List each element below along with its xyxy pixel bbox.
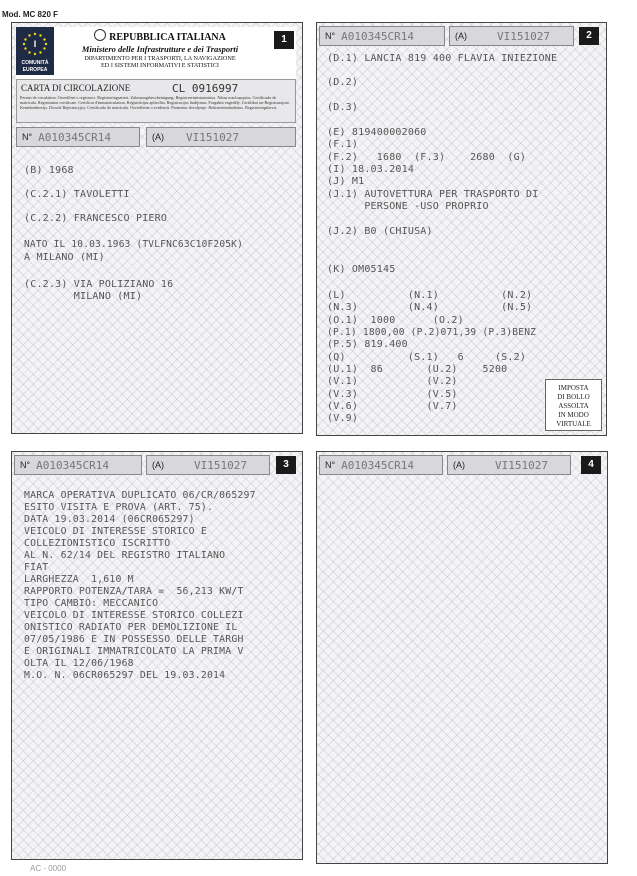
annotation-line-15: OLTA IL 12/06/1968 xyxy=(24,658,134,669)
n-field xyxy=(14,455,142,475)
field-j2: (J.2) B0 (CHIUSA) xyxy=(327,226,433,237)
annotation-line-10: TIPO CAMBIO: MECCANICO xyxy=(24,598,159,609)
panel-2 xyxy=(316,22,607,436)
field-j1-cont: PERSONE -USO PROPRIO xyxy=(327,201,489,212)
annotation-line-4: VEICOLO DI INTERESSE STORICO E xyxy=(24,526,207,537)
department-line-1: DIPARTIMENTO PER I TRASPORTI, LA NAVIGAZIONE xyxy=(84,55,236,62)
field-d1: (D.1) LANCIA 819 400 FLAVIA INIEZIONE xyxy=(327,53,558,64)
field-i: (I) 18.03.2014 xyxy=(327,164,415,175)
multilingual-fine-print: Permis de circulation. Osvedčení o registraci. Registreringsattest. Zulassungsbescheinigung. Registreerimistunnistus. Άδεια κυκλοφορίας. Certificado de matrícula. Registration certificate. Certificat d'immatriculation. Reģistrācijas apliecība. Registracijos liudijimas. Forgalmi engedély. Certifikat tar-Registrazzjoni. Kentekenbewijs. Dowód Rejestracyjny. Certificado de matrícula. Osvedčenie o evidencii. Prometno dovoljenje. Rekisteröintitodistus. Registreringsbevis. xyxy=(20,95,290,111)
doc-type: CARTA DI CIRCOLAZIONE xyxy=(21,83,131,93)
field-l-n: (L) (N.1) (N.2) xyxy=(327,290,533,301)
annotation-line-14: E ORIGINALI IMMATRICOLATO LA PRIMA V xyxy=(24,646,244,657)
field-c22: (C.2.2) FRANCESCO PIERO xyxy=(24,213,168,224)
republic-title xyxy=(60,29,260,43)
tax-stamp xyxy=(545,379,602,431)
annotation-line-5: COLLEZIONISTICO ISCRITTO xyxy=(24,538,171,549)
panel-4 xyxy=(316,451,608,864)
field-n3-n5: (N.3) (N.4) (N.5) xyxy=(327,302,533,313)
field-v9: (V.9) xyxy=(327,413,359,424)
footer-code: AC - 0000 xyxy=(30,864,67,873)
field-city: MILANO (MI) xyxy=(24,291,143,302)
field-v3-v5: (V.3) (V.5) xyxy=(327,389,458,400)
field-c23: (C.2.3) VIA POLIZIANO 16 xyxy=(24,279,174,290)
field-d2: (D.2) xyxy=(327,77,359,88)
annotation-line-2: ESITO VISITA E PROVA (ART. 75). xyxy=(24,502,214,513)
a-field xyxy=(146,127,296,147)
annotation-line-1: MARCA OPERATIVA DUPLICATO 06/CR/065297 xyxy=(24,490,256,501)
field-u: (U.1) 86 (U.2) 5200 xyxy=(327,364,508,375)
a-value: VI151027 xyxy=(497,29,550,43)
annotation-line-11: VEICOLO DI INTERESSE STORICO COLLEZI xyxy=(24,610,244,621)
model-code: Mod. MC 820 F xyxy=(2,10,59,19)
stamp-line-1: IMPOSTA xyxy=(558,384,589,392)
field-p: (P.1) 1800,00 (P.2)071,39 (P.3)BENZ xyxy=(327,327,537,338)
annotation-line-13: 07/05/1986 E IN POSSESSO DELLE TARGH xyxy=(24,634,244,645)
a-field xyxy=(447,455,571,475)
doc-number: CL 0916997 xyxy=(172,82,239,95)
republic-emblem-icon xyxy=(94,29,106,41)
a-field xyxy=(146,455,270,475)
field-o: (O.1) 1000 (O.2) xyxy=(327,315,464,326)
annotation-line-9: RAPPORTO POTENZA/TARA = 56,213 KW/T xyxy=(24,586,244,597)
department-title xyxy=(60,55,260,69)
a-value: VI151027 xyxy=(186,130,239,144)
field-c21: (C.2.1) TAVOLETTI xyxy=(24,189,130,200)
stamp-line-2: DI BOLLO xyxy=(557,393,590,401)
panel-number-3: 3 xyxy=(276,456,296,474)
field-birthplace: A MILANO (MI) xyxy=(24,252,105,263)
stamp-line-5: VIRTUALE xyxy=(556,420,591,428)
annotation-line-16: M.O. N. 06CR065297 DEL 19.03.2014 xyxy=(24,670,226,681)
ministry-title: Ministero delle Infrastrutture e dei Trasporti xyxy=(81,44,239,54)
eu-text-2: EUROPEA xyxy=(22,67,48,73)
panel-number-2: 2 xyxy=(579,27,599,45)
field-k: (K) OM05145 xyxy=(327,264,396,275)
annotation-line-3: DATA 19.03.2014 (06CR065297) xyxy=(24,514,195,525)
annotation-line-12: ONISTICO RADIATO PER DEMOLIZIONE IL xyxy=(24,622,238,633)
panel-number-4: 4 xyxy=(581,456,601,474)
a-value: VI151027 xyxy=(495,458,548,472)
a-field xyxy=(449,26,574,46)
panel-number-1: 1 xyxy=(274,31,294,49)
annotation-line-8: LARGHEZZA 1,610 M xyxy=(24,574,134,585)
republic-text: REPUBBLICA ITALIANA xyxy=(109,32,226,43)
n-value: A010345CR14 xyxy=(38,130,111,144)
annotation-line-7: FIAT xyxy=(24,562,49,573)
svg-text:I: I xyxy=(33,39,37,49)
carta-block xyxy=(16,79,296,123)
field-q-s: (Q) (S.1) 6 (S.2) xyxy=(327,352,527,363)
a-label: (A) xyxy=(152,460,164,470)
field-f1: (F.1) xyxy=(327,139,359,150)
field-d3: (D.3) xyxy=(327,102,359,113)
n-label: N° xyxy=(325,460,336,470)
eu-flag-icon xyxy=(16,27,54,75)
n-value: A010345CR14 xyxy=(341,29,414,43)
n-field xyxy=(319,455,443,475)
field-j: (J) M1 xyxy=(327,176,365,187)
a-label: (A) xyxy=(455,31,467,41)
field-e: (E) 819400002060 xyxy=(327,127,427,138)
n-value: A010345CR14 xyxy=(341,458,414,472)
annotation-line-6: AL N. 62/14 DEL REGISTRO ITALIANO xyxy=(24,550,226,561)
field-v6-v7: (V.6) (V.7) xyxy=(327,401,458,412)
a-label: (A) xyxy=(152,132,164,142)
n-label: N° xyxy=(325,31,336,41)
field-p5: (P.5) 819.400 xyxy=(327,339,408,350)
stamp-line-3: ASSOLTA xyxy=(558,402,589,410)
n-field xyxy=(16,127,140,147)
panel-1 xyxy=(11,22,303,434)
eu-text-1: COMUNITÀ xyxy=(21,60,49,66)
n-value: A010345CR14 xyxy=(36,458,109,472)
a-label: (A) xyxy=(453,460,465,470)
field-b: (B) 1968 xyxy=(24,165,74,176)
panel-3 xyxy=(11,451,303,860)
field-j1: (J.1) AUTOVETTURA PER TRASPORTO DI xyxy=(327,189,539,200)
field-f2: (F.2) 1680 (F.3) 2680 (G) xyxy=(327,152,527,163)
n-label: N° xyxy=(22,132,33,142)
field-birth: NATO IL 10.03.1963 (TVLFNC63C10F205K) xyxy=(24,239,244,250)
field-v1-v2: (V.1) (V.2) xyxy=(327,376,458,387)
department-line-2: ED I SISTEMI INFORMATIVI E STATISTICI xyxy=(101,62,219,69)
stamp-line-4: IN MODO xyxy=(558,411,589,419)
n-field xyxy=(319,26,445,46)
n-label: N° xyxy=(20,460,31,470)
header-block xyxy=(16,27,296,79)
a-value: VI151027 xyxy=(194,458,247,472)
